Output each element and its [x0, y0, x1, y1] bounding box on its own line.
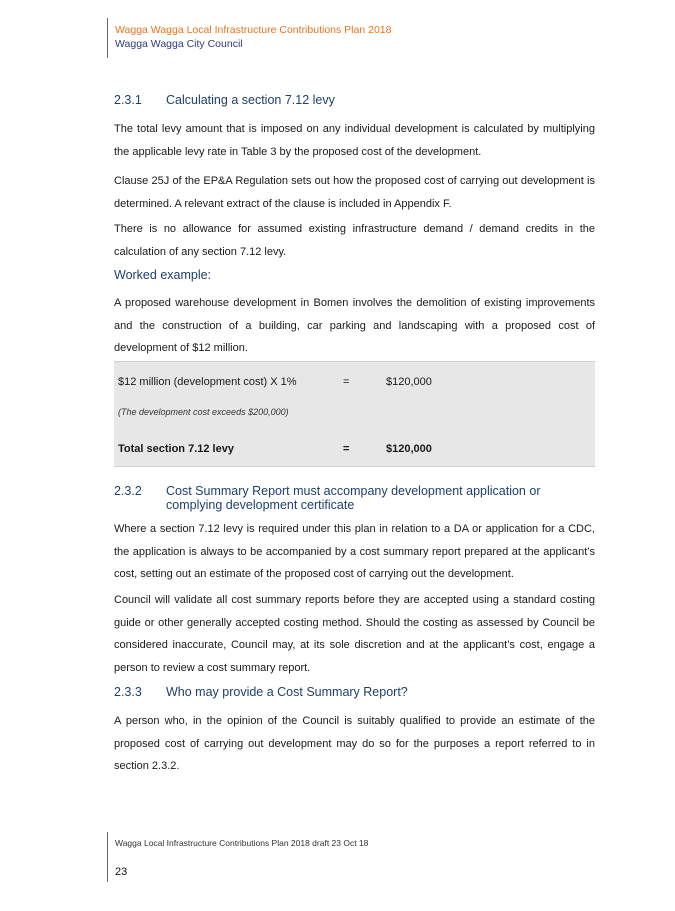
paragraph: The total levy amount that is imposed on any individual development is calculated by multiplying the applicable levy rate in Table 3 by the proposed cost of the development.: [114, 123, 595, 158]
calculation-label: $12 million (development cost) X 1%: [118, 376, 297, 388]
total-label: Total section 7.12 levy: [118, 443, 234, 455]
paragraph: There is no allowance for assumed existing infrastructure demand / demand credits in the calculation of any section 7.12 levy.: [114, 223, 595, 258]
calculation-note: (The development cost exceeds $200,000): [118, 407, 289, 417]
worked-example-box: [114, 361, 595, 467]
paragraph: A proposed warehouse development in Bomen involves the demolition of existing improvements and the construction of a building, car parking and landscaping with a proposed cost of development of $12 million.: [114, 297, 595, 354]
section-number: 2.3.1: [114, 93, 142, 107]
footer-rule: [107, 832, 108, 882]
section-title: Who may provide a Cost Summary Report?: [166, 685, 408, 699]
section-heading-2-3-2: [114, 484, 595, 512]
section-number: 2.3.2: [114, 484, 142, 498]
page-number: 23: [115, 866, 128, 878]
header-rule: [107, 18, 108, 58]
equals-sign: =: [343, 376, 350, 388]
total-amount: $120,000: [386, 443, 432, 455]
section-heading-2-3-1: [114, 93, 595, 107]
section-title: Calculating a section 7.12 levy: [166, 93, 335, 107]
document-subtitle: Wagga Wagga City Council: [115, 38, 243, 50]
calculation-amount: $120,000: [386, 376, 432, 388]
document-title: Wagga Wagga Local Infrastructure Contributions Plan 2018: [115, 24, 392, 36]
footer-text: Wagga Local Infrastructure Contributions Plan 2018 draft 23 Oct 18: [115, 838, 369, 848]
section-heading-2-3-3: [114, 685, 595, 699]
section-number: 2.3.3: [114, 685, 142, 699]
paragraph: Where a section 7.12 levy is required under this plan in relation to a DA or application for a CDC, the application is always to be accompanied by a cost summary report prepared at the applicant’s cost, setting out an estimate of the proposed cost of carrying out the development.: [114, 523, 595, 580]
paragraph: A person who, in the opinion of the Council is suitably qualified to provide an estimate of the proposed cost of carrying out development may do so for the purposes a report referred to in section 2.3.2.: [114, 715, 595, 772]
section-title: Cost Summary Report must accompany development application or complying development certificate: [166, 484, 541, 512]
worked-example-heading: Worked example:: [114, 268, 212, 282]
paragraph: Clause 25J of the EP&A Regulation sets out how the proposed cost of carrying out development is determined. A relevant extract of the clause is included in Appendix F.: [114, 175, 595, 210]
paragraph: Council will validate all cost summary reports before they are accepted using a standard costing guide or other generally accepted costing method. Should the costing as assessed by Council be considered inaccurate, Council may, at its sole discretion and at the applicant’s cost, engage a person to review a cost summary report.: [114, 594, 595, 674]
equals-sign: =: [343, 443, 350, 455]
